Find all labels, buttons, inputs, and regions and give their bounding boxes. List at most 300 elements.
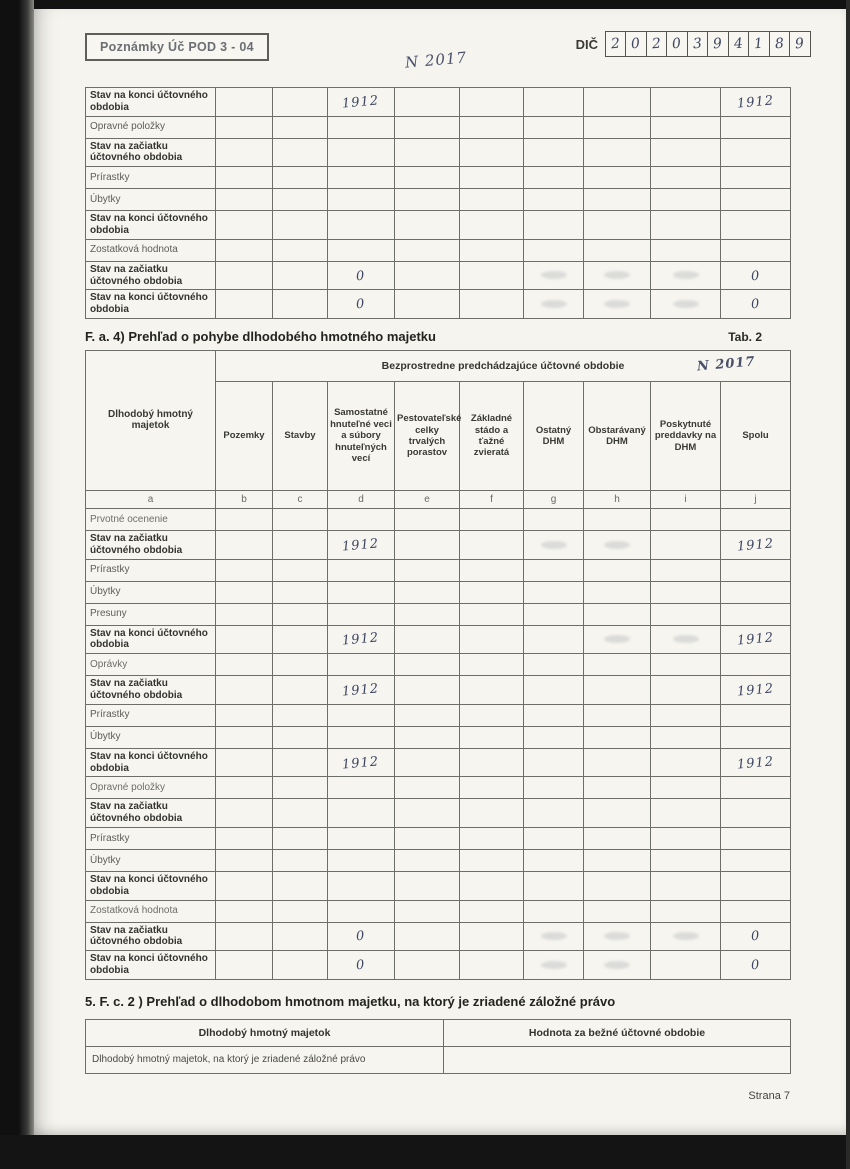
row-label: Stav na začiatku účtovného obdobia	[86, 530, 216, 559]
data-cell	[328, 871, 395, 900]
dic-field	[576, 31, 811, 57]
data-cell	[216, 827, 273, 849]
stamp-smudge	[604, 541, 630, 549]
data-cell	[584, 211, 651, 240]
data-cell	[651, 239, 721, 261]
data-cell	[584, 777, 651, 799]
column-letter: i	[651, 490, 721, 508]
data-cell	[524, 799, 584, 828]
column-letter: j	[721, 490, 791, 508]
data-cell	[524, 88, 584, 117]
data-cell	[721, 922, 791, 951]
data-cell	[721, 530, 791, 559]
data-cell	[651, 799, 721, 828]
data-cell	[460, 900, 524, 922]
data-cell	[651, 290, 721, 319]
data-cell	[721, 581, 791, 603]
data-cell	[273, 827, 328, 849]
table-row	[86, 799, 791, 828]
data-cell	[524, 530, 584, 559]
data-cell	[216, 726, 273, 748]
table-row	[86, 625, 791, 654]
data-cell	[584, 748, 651, 777]
data-cell	[721, 625, 791, 654]
data-cell	[273, 777, 328, 799]
data-cell	[721, 726, 791, 748]
row-label: Opravné položky	[86, 777, 216, 799]
data-cell	[524, 508, 584, 530]
data-cell	[328, 508, 395, 530]
data-cell	[460, 211, 524, 240]
row-label: Prírastky	[86, 167, 216, 189]
column-letter: f	[460, 490, 524, 508]
data-cell	[651, 530, 721, 559]
data-cell	[273, 603, 328, 625]
data-cell	[651, 922, 721, 951]
data-cell	[216, 189, 273, 211]
row-label: Opravné položky	[86, 116, 216, 138]
data-cell	[216, 922, 273, 951]
data-cell	[273, 138, 328, 167]
data-cell	[328, 827, 395, 849]
data-cell	[395, 704, 460, 726]
data-cell	[328, 138, 395, 167]
data-cell	[721, 290, 791, 319]
data-cell	[328, 726, 395, 748]
stamp-smudge	[673, 932, 699, 940]
dic-digit-box	[748, 31, 770, 57]
section2-heading	[85, 329, 790, 344]
data-cell	[524, 290, 584, 319]
table-row	[86, 239, 791, 261]
handwritten-value: 0	[355, 268, 367, 284]
stamp-smudge	[604, 932, 630, 940]
data-cell	[584, 239, 651, 261]
row-label: Stav na konci účtovného obdobia	[86, 748, 216, 777]
data-cell	[460, 676, 524, 705]
row-label: Stav na konci účtovného obdobia	[86, 871, 216, 900]
table-row	[86, 726, 791, 748]
data-cell	[460, 748, 524, 777]
data-cell	[328, 603, 395, 625]
pledge-col-header-hodnota: Hodnota za bežné účtovné obdobie	[444, 1019, 791, 1046]
data-cell	[721, 704, 791, 726]
data-cell	[584, 167, 651, 189]
data-cell	[584, 827, 651, 849]
table-row	[86, 88, 791, 117]
data-cell	[721, 116, 791, 138]
data-cell	[584, 799, 651, 828]
data-cell	[651, 676, 721, 705]
data-cell	[524, 189, 584, 211]
handwritten-value: 0	[355, 296, 367, 313]
data-cell	[524, 871, 584, 900]
data-cell	[395, 871, 460, 900]
data-cell	[584, 603, 651, 625]
data-cell	[216, 261, 273, 290]
table-row	[86, 530, 791, 559]
table-row	[86, 704, 791, 726]
table-row	[86, 581, 791, 603]
data-cell	[651, 827, 721, 849]
data-cell	[651, 211, 721, 240]
data-cell	[273, 167, 328, 189]
data-cell	[460, 138, 524, 167]
stamp-smudge	[604, 271, 630, 279]
table-row	[86, 1046, 791, 1073]
table-row	[86, 559, 791, 581]
stamp-smudge	[673, 635, 699, 643]
data-cell	[395, 849, 460, 871]
column-header: Stavby	[273, 381, 328, 490]
data-cell	[584, 654, 651, 676]
data-cell	[216, 581, 273, 603]
column-header: Spolu	[721, 381, 791, 490]
data-cell	[328, 116, 395, 138]
data-cell	[273, 261, 328, 290]
data-cell	[328, 799, 395, 828]
row-label: Oprávky	[86, 654, 216, 676]
data-cell	[584, 189, 651, 211]
section3-heading	[85, 994, 790, 1009]
data-cell	[216, 239, 273, 261]
data-cell	[721, 799, 791, 828]
data-cell	[524, 849, 584, 871]
data-cell	[721, 900, 791, 922]
stamp-smudge	[604, 635, 630, 643]
data-cell	[328, 167, 395, 189]
data-cell	[721, 871, 791, 900]
handwritten-value: 1912	[341, 681, 381, 700]
stamp-smudge	[541, 932, 567, 940]
data-cell	[524, 211, 584, 240]
handwritten-digit: 9	[712, 35, 724, 53]
handwritten-digit: 3	[691, 35, 704, 53]
table-row	[86, 871, 791, 900]
handwritten-year-note: N 2017	[404, 48, 468, 72]
data-cell	[721, 748, 791, 777]
handwritten-digit: 8	[773, 35, 786, 53]
stamp-smudge	[673, 300, 699, 308]
table-row	[86, 116, 791, 138]
column-header: Ostatný DHM	[524, 381, 584, 490]
data-cell	[651, 704, 721, 726]
data-cell	[216, 559, 273, 581]
data-cell	[651, 654, 721, 676]
data-cell	[524, 261, 584, 290]
column-header: Pestovateľské celky trvalých porastov	[395, 381, 460, 490]
data-cell	[460, 189, 524, 211]
data-cell	[460, 799, 524, 828]
data-cell	[460, 625, 524, 654]
section2-title: F. a. 4) Prehľad o pohybe dlhodobého hmotného majetku	[85, 328, 436, 344]
data-cell	[460, 827, 524, 849]
column-letter: a	[86, 490, 216, 508]
data-cell	[216, 211, 273, 240]
data-cell	[651, 871, 721, 900]
row-label: Prírastky	[86, 704, 216, 726]
data-cell	[216, 900, 273, 922]
data-cell	[273, 799, 328, 828]
data-cell	[273, 849, 328, 871]
data-cell	[328, 654, 395, 676]
table-row	[86, 290, 791, 319]
data-cell	[584, 290, 651, 319]
handwritten-value: 0	[355, 957, 367, 974]
dic-digit-boxes	[606, 31, 811, 57]
dhm-movement-table	[85, 350, 791, 980]
data-cell	[395, 116, 460, 138]
data-cell	[395, 726, 460, 748]
row-label: Prírastky	[86, 827, 216, 849]
data-cell	[328, 581, 395, 603]
data-cell	[651, 849, 721, 871]
dic-digit-box	[605, 31, 627, 57]
data-cell	[651, 900, 721, 922]
data-cell	[395, 211, 460, 240]
data-cell	[584, 559, 651, 581]
data-cell	[273, 625, 328, 654]
data-cell	[460, 116, 524, 138]
table-row	[86, 849, 791, 871]
row-label: Stav na začiatku účtovného obdobia	[86, 799, 216, 828]
data-cell	[584, 726, 651, 748]
dic-digit-box	[728, 31, 750, 57]
data-cell	[721, 508, 791, 530]
data-cell	[584, 951, 651, 980]
data-cell	[721, 88, 791, 117]
handwritten-value: 0	[750, 296, 761, 313]
data-cell	[273, 704, 328, 726]
data-cell	[216, 530, 273, 559]
data-cell	[216, 871, 273, 900]
table-row	[86, 748, 791, 777]
data-cell	[328, 900, 395, 922]
data-cell	[651, 508, 721, 530]
data-cell	[524, 654, 584, 676]
data-cell	[721, 559, 791, 581]
data-cell	[460, 559, 524, 581]
data-cell	[273, 116, 328, 138]
table-row	[86, 777, 791, 799]
data-cell	[328, 922, 395, 951]
data-cell	[328, 239, 395, 261]
data-cell	[524, 726, 584, 748]
data-cell	[273, 900, 328, 922]
data-cell	[721, 138, 791, 167]
data-cell	[460, 951, 524, 980]
data-cell	[584, 676, 651, 705]
data-cell	[651, 581, 721, 603]
data-cell	[524, 922, 584, 951]
data-cell	[584, 704, 651, 726]
data-cell	[721, 189, 791, 211]
data-cell	[651, 777, 721, 799]
data-cell	[328, 625, 395, 654]
data-cell	[273, 676, 328, 705]
row-label: Úbytky	[86, 189, 216, 211]
page-number: Strana 7	[748, 1089, 790, 1102]
data-cell	[651, 603, 721, 625]
data-cell	[721, 167, 791, 189]
data-cell	[524, 777, 584, 799]
data-cell	[444, 1046, 791, 1073]
span-header	[216, 350, 791, 381]
data-cell	[460, 704, 524, 726]
handwritten-value: 0	[750, 957, 761, 974]
data-cell	[216, 603, 273, 625]
data-cell	[524, 704, 584, 726]
data-cell	[460, 88, 524, 117]
data-cell	[524, 900, 584, 922]
data-cell	[721, 827, 791, 849]
row-label: Stav na konci účtovného obdobia	[86, 625, 216, 654]
table-row	[86, 676, 791, 705]
form-code-box: Poznámky Úč POD 3 - 04	[85, 33, 269, 61]
data-cell	[651, 88, 721, 117]
data-cell	[216, 654, 273, 676]
data-cell	[395, 189, 460, 211]
tab2-label: Tab. 2	[728, 329, 762, 344]
table-row	[86, 189, 791, 211]
data-cell	[216, 676, 273, 705]
row-label: Stav na začiatku účtovného obdobia	[86, 261, 216, 290]
table1-continuation	[85, 87, 791, 319]
dic-digit-box	[789, 31, 811, 57]
data-cell	[460, 922, 524, 951]
data-cell	[584, 88, 651, 117]
table-row	[86, 508, 791, 530]
row-label: Stav na konci účtovného obdobia	[86, 211, 216, 240]
data-cell	[395, 922, 460, 951]
table-row	[86, 138, 791, 167]
data-cell	[584, 900, 651, 922]
data-cell	[395, 676, 460, 705]
pledge-table	[85, 1019, 791, 1074]
data-cell	[273, 290, 328, 319]
handwritten-value: 1912	[341, 630, 381, 649]
row-label: Presuny	[86, 603, 216, 625]
data-cell	[395, 88, 460, 117]
data-cell	[651, 726, 721, 748]
row-label: Stav na konci účtovného obdobia	[86, 290, 216, 319]
data-cell	[460, 849, 524, 871]
data-cell	[395, 530, 460, 559]
data-cell	[651, 951, 721, 980]
handwritten-value: 1912	[341, 93, 381, 112]
data-cell	[216, 951, 273, 980]
data-cell	[395, 167, 460, 189]
stamp-smudge	[541, 271, 567, 279]
handwritten-digit: 2	[650, 35, 663, 53]
data-cell	[584, 625, 651, 654]
data-cell	[651, 748, 721, 777]
data-cell	[524, 625, 584, 654]
table-row	[86, 654, 791, 676]
data-cell	[328, 290, 395, 319]
scan-edge-bottom	[0, 1135, 850, 1169]
data-cell	[328, 748, 395, 777]
data-cell	[460, 581, 524, 603]
data-cell	[273, 654, 328, 676]
data-cell	[584, 261, 651, 290]
data-cell	[395, 138, 460, 167]
data-cell	[584, 581, 651, 603]
row-label: Stav na konci účtovného obdobia	[86, 88, 216, 117]
dic-digit-box	[769, 31, 791, 57]
data-cell	[328, 777, 395, 799]
data-cell	[460, 261, 524, 290]
data-cell	[328, 676, 395, 705]
data-cell	[460, 167, 524, 189]
data-cell	[524, 239, 584, 261]
data-cell	[273, 726, 328, 748]
data-cell	[651, 167, 721, 189]
table-row	[86, 350, 791, 381]
handwritten-digit: 0	[671, 35, 683, 53]
handwritten-value: 0	[750, 268, 761, 284]
handwritten-value: 0	[355, 928, 367, 945]
data-cell	[395, 625, 460, 654]
data-cell	[216, 116, 273, 138]
row-label: Úbytky	[86, 726, 216, 748]
data-cell	[584, 508, 651, 530]
data-cell	[460, 239, 524, 261]
data-cell	[395, 559, 460, 581]
column-header: Základné stádo a ťažné zvieratá	[460, 381, 524, 490]
handwritten-digit: 1	[753, 35, 765, 53]
dic-digit-box	[687, 31, 709, 57]
data-cell	[216, 799, 273, 828]
data-cell	[651, 189, 721, 211]
data-cell	[395, 654, 460, 676]
dic-label: DIČ	[575, 36, 598, 52]
data-cell	[395, 777, 460, 799]
data-cell	[273, 951, 328, 980]
column-letter: c	[273, 490, 328, 508]
data-cell	[584, 138, 651, 167]
data-cell	[524, 676, 584, 705]
data-cell	[524, 581, 584, 603]
data-cell	[460, 871, 524, 900]
table-row	[86, 167, 791, 189]
data-cell	[524, 559, 584, 581]
table-row	[86, 951, 791, 980]
data-cell	[395, 951, 460, 980]
data-cell	[651, 625, 721, 654]
data-cell	[460, 777, 524, 799]
data-cell	[216, 748, 273, 777]
scan-edge-right	[846, 0, 850, 1169]
data-cell	[395, 239, 460, 261]
dic-digit-box	[666, 31, 688, 57]
table-row	[86, 211, 791, 240]
stamp-smudge	[541, 961, 567, 969]
data-cell	[328, 189, 395, 211]
data-cell	[460, 654, 524, 676]
data-cell	[395, 900, 460, 922]
data-cell	[273, 581, 328, 603]
data-cell	[584, 871, 651, 900]
data-cell	[721, 261, 791, 290]
data-cell	[721, 676, 791, 705]
column-header: Poskytnuté preddavky na DHM	[651, 381, 721, 490]
scan-edge-top	[0, 0, 850, 9]
column-letter: b	[216, 490, 273, 508]
data-cell	[721, 211, 791, 240]
data-cell	[524, 748, 584, 777]
column-letter-row	[86, 490, 791, 508]
